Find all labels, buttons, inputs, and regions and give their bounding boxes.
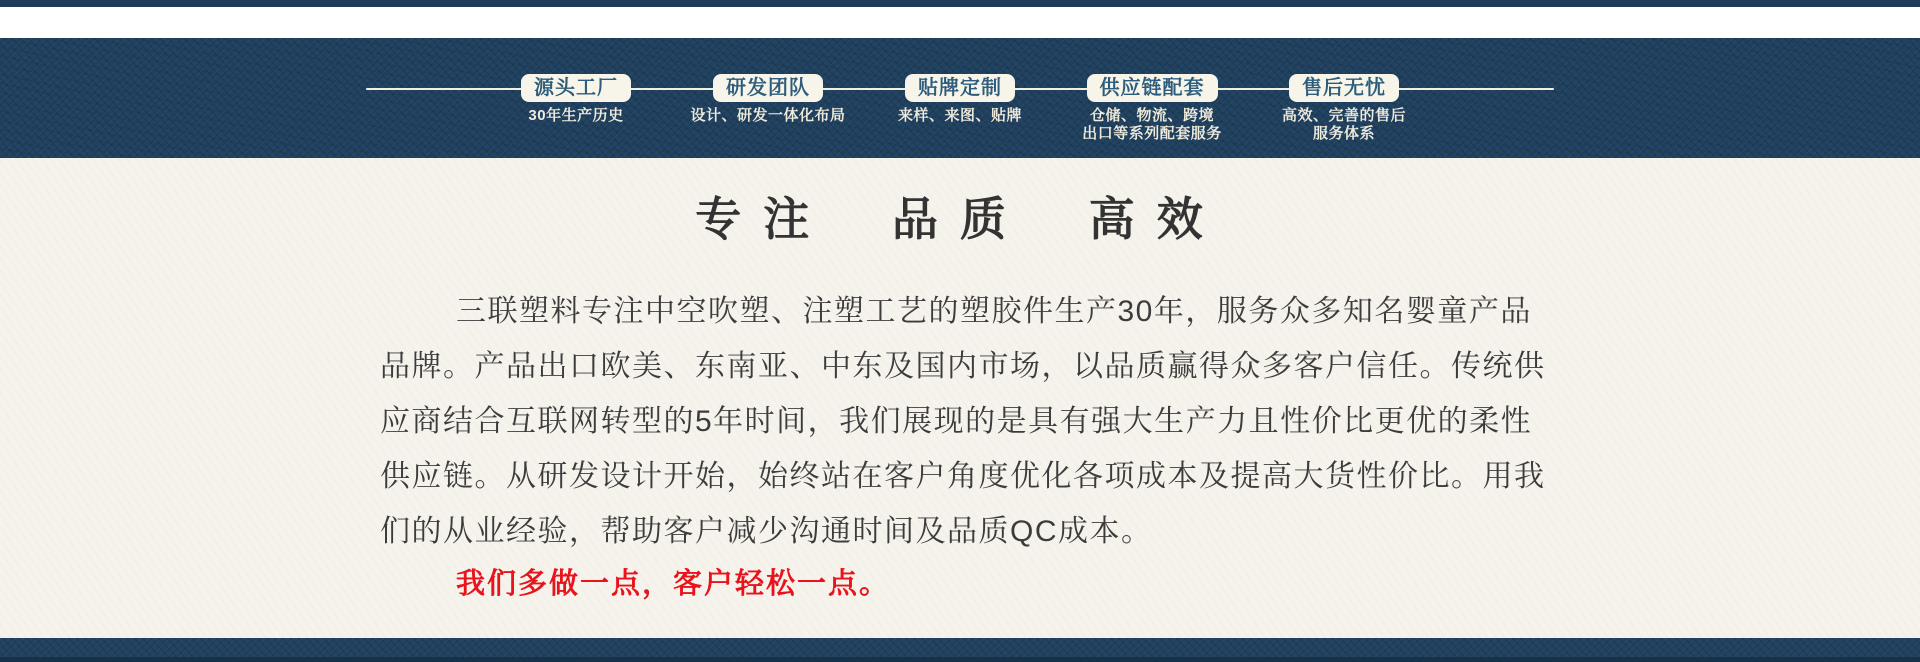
bottom-edge-strip — [0, 657, 1920, 662]
feature-badge: 源头工厂 — [521, 74, 631, 102]
feature-item-oem-custom — [864, 74, 1056, 143]
intro-paragraph — [380, 284, 1546, 600]
feature-badge: 研发团队 — [713, 74, 823, 102]
feature-description — [1248, 107, 1440, 143]
paragraph-line: 应商结合互联网转型的5年时间，我们展现的是具有强大生产力且性价比更优的柔性 — [380, 405, 1533, 438]
bottom-band — [0, 638, 1920, 662]
feature-item-after-sales — [1248, 74, 1440, 143]
paragraph-line: 品牌。产品出口欧美、东南亚、中东及国内市场，以品质赢得众多客户信任。传统供 — [380, 350, 1546, 383]
feature-strip — [0, 38, 1920, 158]
feature-desc-line: 仓储、物流、跨境 — [1089, 107, 1214, 124]
feature-desc-line: 30年生产历史 — [528, 107, 624, 124]
feature-badge: 售后无忧 — [1289, 74, 1399, 102]
paragraph-line: 供应链。从研发设计开始，始终站在客户角度优化各项成本及提高大货性价比。用我 — [380, 460, 1546, 493]
feature-desc-line: 设计、研发一体化布局 — [690, 107, 846, 124]
feature-badge: 贴牌定制 — [905, 74, 1015, 102]
feature-desc-line: 服务体系 — [1312, 125, 1375, 142]
top-white-gap — [0, 7, 1920, 38]
paragraph-line: 们的从业经验，帮助客户减少沟通时间及品质QC成本。 — [380, 515, 1153, 548]
top-accent-bar — [0, 0, 1920, 7]
section-title: 专注 品质 高效 — [695, 193, 1225, 245]
feature-description — [480, 107, 672, 125]
slogan-text: 我们多做一点，客户轻松一点。 — [456, 568, 891, 600]
feature-description — [864, 107, 1056, 125]
feature-row — [480, 74, 1440, 143]
feature-desc-line: 高效、完善的售后 — [1281, 107, 1406, 124]
feature-item-source-factory — [480, 74, 672, 143]
feature-badge: 供应链配套 — [1087, 74, 1218, 102]
feature-description — [1056, 107, 1248, 143]
feature-description — [672, 107, 864, 125]
paragraph-line: 三联塑料专注中空吹塑、注塑工艺的塑胶件生产30年，服务众多知名婴童产品 — [456, 295, 1532, 328]
feature-item-supply-chain — [1056, 74, 1248, 143]
intro-section — [0, 158, 1920, 638]
feature-desc-line: 出口等系列配套服务 — [1082, 125, 1222, 142]
feature-desc-line: 来样、来图、贴牌 — [897, 107, 1022, 124]
feature-item-rd-team — [672, 74, 864, 143]
